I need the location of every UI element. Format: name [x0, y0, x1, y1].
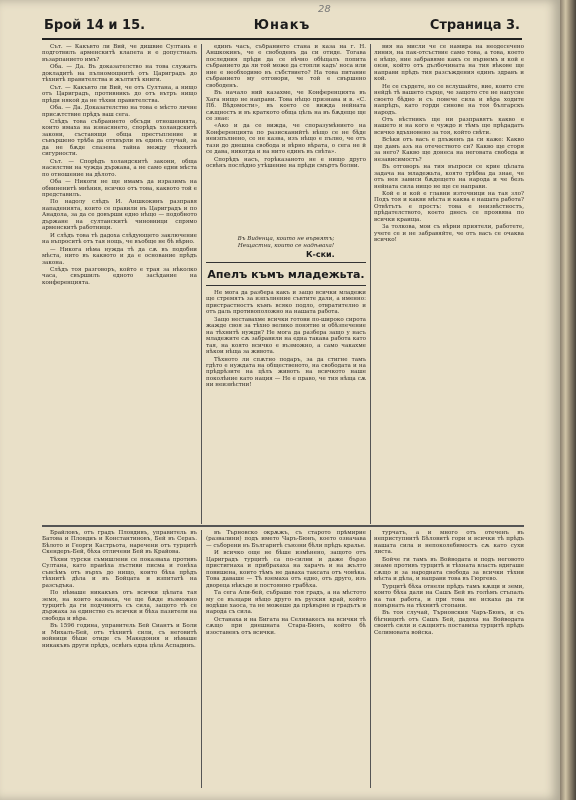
- paragraph: Та сега Али-бей, събраше тоя градъ, а на мѣстото му се възцари нѣщо друго въ руския край, който водѣше хаоса, та не можеше да прѣвърне и градътъ и народа съ сила.: [206, 590, 366, 616]
- paragraph: Оба. — Да. Доказателство на това е мѣсто личне присѫтствие прѣдъ ваш сега.: [42, 105, 197, 118]
- paragraph: Сът. — Спорѣдъ холандскитѣ закони, обща насилстви на чужда държава, а не само едни мѣста по отношение на дѣлото.: [42, 158, 197, 178]
- paragraph: «Ако и да се вижда, че споразумѣнието на Конференцията по разисканийтѣ нѣщо се не бѣде неизпълнено, се не казва, изъ нѣщо е пълно, че отъ тази до днешна свобода и вѣрно вѣрата, о сега не й се дава, никогда и на нито единъ въ свѣта».: [206, 123, 366, 156]
- verse-line: Нещастни, които се надѣваха!: [237, 242, 335, 249]
- column-2-appeal: [206, 290, 366, 522]
- paragraph: По надолу слѣдъ И. Аншкокинъ разправя нападенията, които се правили въ Цариградъ и по Анадола, за да се довърши едно нѣщо — подобното държане на султанскитѣ чиновници спрямо арменскитѣ работници.: [42, 199, 197, 232]
- bottom-column-2: [206, 530, 366, 788]
- closing-verse: [206, 236, 366, 256]
- paragraph: За толкова, мои съ вѣрни приятели, работете, учете се и не забравяйте, че отъ васъ се очаква всичко!: [374, 224, 524, 244]
- column-divider: [201, 44, 202, 524]
- paragraph: По нѣмаше никакъвъ отъ всички цѣлата тая земя, на които казваха, че ще бѫде възможно турцитѣ да ги подчинятъ съ сила, защото тѣ се държаха за единство съ всички и бѣха пазители на свобода и вѣра.: [42, 590, 197, 622]
- paragraph: И слѣдъ това тѣ дадоха слѣдующето заключение на въпроситѣ отъ тая нощь, че въобще не бѣ вѣрно.: [42, 232, 197, 246]
- paragraph: Въ 1596 година, управитель Бей Сиантъ и Боли и Михалъ-Бей, отъ тѣхнитѣ сили, съ неговитѣ войници бѣше отиде съ Македония и нѣмаше никакъвъ други прѣдъ, освѣнъ една цѣла Аспадинъ.: [42, 623, 197, 649]
- paragraph: турчатъ, а и много отъ отеченъ въ неприступнитѣ Бѣловитѣ гори и всички тѣ прѣдъ нашата сила и непоколебимостъ сѫ като сухи листа.: [374, 530, 524, 556]
- paragraph: Турцитѣ бѣха отнели прѣдъ тамъ кѫщи и земи, които бѣха дали на Сашъ Бей въ голѣмъ стъпалъ на тая работа, и при това не искаха да ги повърнатъ на тѣхнитѣ стопани.: [374, 583, 524, 609]
- paragraph: Въ тоя случай, Търновския Чаръ-Бюнъ, и съ бѣгницитѣ отъ Сашъ Бей, дадоха на Войводата своитѣ сили и сѫщиятъ поставиха турцитѣ прѣдъ Селимовата войска.: [374, 610, 524, 636]
- paragraph: Защо неставахме всички готови по-широко сирота жажде своя за тѣхно велико понятие и обѣзпечение на тѣхнитѣ нужди? Не мога да разбера защо у насъ младежите сѫ забравили на една такава работа като тая, на която всичко е възможно, а само чакахме нѣкои нѣща за живота.: [206, 316, 366, 356]
- handwritten-page-number: 28: [318, 4, 331, 15]
- article-title-box: [206, 262, 366, 286]
- paragraph: Бойче ги тамъ въ Войводата и подъ неговото знаме противъ турцитѣ и тѣхната власть вдигаше сѫщо и за народната свобода за всички тѣхни мѣста и дѣла, и направи това въ Гюргево.: [374, 556, 524, 583]
- paragraph: Останаха и на Бигата на Селивакесъ на всички тѣ сѫщо при днешната Стара-Бюнъ, който бѣ изоставенъ отъ всички.: [206, 616, 366, 636]
- column-1: [42, 44, 197, 522]
- article-title: Апелъ къмъ младежьта.: [207, 268, 365, 281]
- paragraph: Въ начало ний казахме, че Конференцията въ Хага нищо не направи. Това нѣщо признава и в. «С. Пб. Вѣдомости», въ което се вижда нейната сѫщностъ и въ краткото обща цѣль на въ бѫдеще ще се знае:: [206, 90, 366, 122]
- paragraph: въ Търновско окрѫжъ, съ старото прѣмирие (развалини) подъ името Чаръ-Бюнъ, което означава — съборени въ Българитѣ съюзни бѣли прѣдъ кралье.: [206, 530, 366, 549]
- column-2: [206, 44, 366, 250]
- paragraph: Тѣхни турски съмишлени се показваха противъ Султана, като правѣха лъстиви писма и гонѣха съвсѣмъ отъ върхъ до нищо, които бѣха прѣдъ тѣхнитѣ дѣла и въ Бойцата и изпитатѣ на разсъдъка.: [42, 556, 197, 589]
- column-divider: [370, 44, 371, 524]
- paragraph: Не мога да разбера какъ и защо всички младежи ще стремятъ за изпълнение съвтите дали, а именно: пристрастностъ къмъ всяко подло, отвратително и отъ даль противоположно на нашата работа.: [206, 290, 366, 316]
- section-divider: [42, 525, 524, 527]
- paragraph: И всичко още не бѣше измѣнено, защото отъ Цариградъ турцитѣ са по-силни и даже бързо пристигнаха и прибрахаха на харачъ и на жълто повишена, които тѣмъ не даваха таксата отъ човѣка. Това даваше — Тѣ вземаха отъ едно, отъ друго, изъ двореца нѣкъде и постоянно грабѣха.: [206, 550, 366, 589]
- paragraph: Слѣдъ това събранието обсъди отношенията, които имаха на изнасянето, спорѣдъ холандскитѣ закони, съставящи обща престъпление и съвършено трѣба да отхвърли въ единъ случай, за да не бѫде спазена тайна между тѣхнитѣ сигурности.: [42, 118, 197, 158]
- page-header: [42, 16, 522, 40]
- column-3: [374, 44, 524, 522]
- bottom-column-1: [42, 530, 197, 788]
- paragraph: Оба. — Да. Въ доказателство на това служатъ докладитѣ на пълномощнитѣ отъ Цариградъ до тѣхнитѣ правителства и жълтитѣ книги.: [42, 64, 197, 84]
- paragraph: вия на мисли че се намира на неодесечено линия, на пак-отсъствие само това, а това, което е нѣщо, ние забравяме какъ се върнемъ и кой е онзи, който отъ дълбочината на тия вѣкове ще направи прѣдъ тия разсъждения единъ здравъ и кой.: [374, 44, 524, 83]
- column-divider: [201, 530, 202, 788]
- paragraph: Тѣхното ли спѫтно подаръ, за да стигне тамъ гдѣто е нуждата на общественото, на свободата и на прѣдрѣзите на цѣлъ животъ на всичкото наше поколѣние като нация — Не е право, че тия нѣща сѫ ни неизвѣстни!: [206, 356, 366, 389]
- paragraph: Брайловъ, отъ градъ Пловдивъ, управитель въ Батова и Пловдиъ и Константиновъ, Бей въ Сераъ. Бѣлото и Георги Кастрьота, наречени отъ турцитѣ Скендеръ-Бей, бѣха отличени Бей въ Крайова.: [42, 530, 197, 556]
- bottom-column-3: [374, 530, 524, 788]
- paragraph: Отъ вѣстникъ ще ни разправятъ какво е нашето и на кого е чуждо и тѣмъ ще прѣдадатъ всичко вдъхновено за тоя, който свѣти.: [374, 116, 524, 136]
- paragraph: Сът. — Какъвто ли Вий, че отъ Султана, а нищо отъ Цариградъ, противникъ до отъ вътръ нищо прѣди някой да не тѣхни правителства.: [42, 84, 197, 104]
- paragraph: Не се сърдете, но се вслушайте, вие, които сте нейдѣ тѣ вашето сърце, че защото сте не напусне своето бѣдно и съ повече сила и вѣра ходите напрѣдъ, като горди синове на тоя българскъ народъ.: [374, 83, 524, 116]
- paragraph: Въ отговоръ на тия въпроси се крие цѣлата задача на младежьта, която трѣбва да знае, че отъ нея зависи бѫдещето на народа и че безъ нейната сила нищо не ще се направи.: [374, 164, 524, 190]
- book-binding: [560, 0, 576, 800]
- paragraph: Сът. — Какъвто ли Вий, че дишвие Султань е подготвилъ арменскитѣ клапета и е допустналъ възарпанието имъ?: [42, 44, 197, 63]
- paragraph: Спорѣдъ насъ, горѣказаното не е нищо друго освѣнъ послѣдно утѣшение на прѣди смъртъ болни.: [206, 156, 366, 170]
- paragraph: Слѣдъ тоя разговоръ, който е трая за нѣколко часа, свършилъ едното засѣдание на конференцията.: [42, 266, 197, 286]
- paragraph: Оба — Никоги не ще имамъ да изразимъ на обвиненитѣ мнѣния, всичко отъ това, каквото той е представилъ.: [42, 179, 197, 198]
- paragraph: единъ часъ, събранието стана и каза на г. Н. Аншкокинъ, че е свободенъ да си отиде. Тогава последния прѣди да се вѣчно обѣщалъ попита събранието да ли той може да стопли кадъ' носа или ние е необходимо въ събствието? На това питание събранието му отговори, че той е свършено свободенъ.: [206, 44, 366, 89]
- column-divider: [370, 530, 371, 788]
- paragraph: Кой е и кой е главни източници на тая зло? Подъ тоя и какви мѣста и каква е нашата работа? Отвѣтътъ е простъ: това е неизвѣстностъ, прѣдателството, което днесъ се проявява по всички краища.: [374, 190, 524, 223]
- article-signature: К-ски.: [306, 250, 335, 259]
- page-number: Страница 3.: [429, 18, 520, 33]
- paragraph: Всѣки отъ васъ е длъженъ да си каже: Какво ще дамъ азъ на отечеството си? Какво ще сторя за него? Какво ще донеса на неговата свобода и независимостъ?: [374, 137, 524, 163]
- issue-number: Брой 14 и 15.: [44, 18, 146, 33]
- verse-line: Въ Виденца, които не вървятъ;: [237, 236, 335, 242]
- newspaper-title: Юнакъ: [253, 18, 311, 33]
- paragraph: — Никога нѣма нужда тѣ да сѫ въ подобни мѣста, нито въ каквото и да е основание прѣдъ закона.: [42, 246, 197, 266]
